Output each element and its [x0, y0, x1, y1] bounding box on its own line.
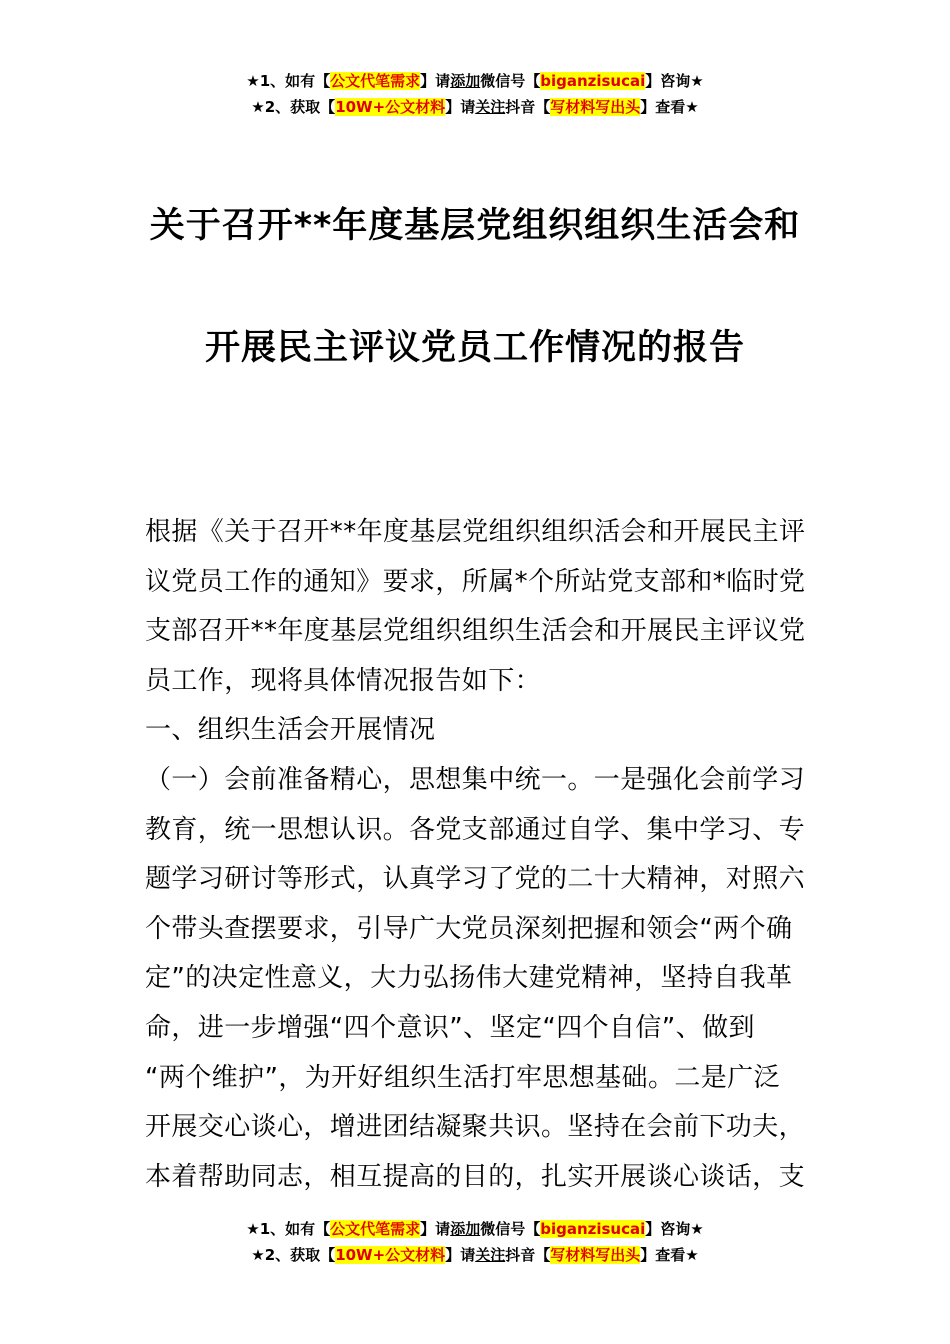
body-line: 教育，统一思想认识。各党支部通过自学、集中学习、专	[145, 814, 806, 845]
banner-text: 】请	[445, 98, 476, 116]
banner-text: 抖音【	[505, 1246, 551, 1264]
banner-underline: 添加	[450, 72, 481, 90]
banner-line-2	[0, 1242, 950, 1268]
banner-text: ★1、如有【	[246, 1220, 331, 1238]
document-title-line-2: 开展民主评议党员工作情况的报告	[204, 328, 745, 368]
banner-text: 】请	[420, 72, 451, 90]
body-line: 员工作，现将具体情况报告如下：	[145, 665, 542, 696]
banner-text: 】查看★	[640, 1246, 699, 1264]
document-title-line-1: 关于召开**年度基层党组织组织生活会和	[149, 206, 801, 246]
banner-line-1	[0, 68, 950, 94]
banner-text: 抖音【	[505, 98, 551, 116]
banner-text: 】查看★	[640, 98, 699, 116]
banner-text: 】请	[445, 1246, 476, 1264]
body-line: 个带头查摆要求，引导广大党员深刻把握和领会“两个确	[145, 913, 793, 944]
banner-underline: 添加	[450, 1220, 481, 1238]
banner-highlight: 写材料写出头	[550, 98, 641, 116]
banner-highlight: 10W+公文材料	[335, 98, 446, 116]
section-heading: 一、组织生活会开展情况	[145, 715, 436, 746]
banner-highlight: biganzisucai	[540, 1220, 646, 1238]
header-banner	[0, 68, 950, 120]
body-line: 题学习研讨等形式，认真学习了党的二十大精神，对照六	[145, 864, 806, 895]
banner-line-1	[0, 1216, 950, 1242]
body-line: 根据《关于召开**年度基层党组织组织活会和开展民主评	[145, 517, 806, 547]
banner-text: ★1、如有【	[246, 72, 331, 90]
body-line: 开展交心谈心，增进团结凝聚共识。坚持在会前下功夫，	[145, 1112, 806, 1143]
body-line: 命，进一步增强“四个意识”、坚定“四个自信”、做到	[145, 1012, 755, 1043]
footer-banner	[0, 1216, 950, 1268]
banner-highlight: 公文代笔需求	[330, 1220, 421, 1238]
banner-text: 微信号【	[480, 1220, 541, 1238]
body-line: 本着帮助同志，相互提高的目的，扎实开展谈心谈话，支	[145, 1161, 806, 1192]
body-line: 定”的决定性意义，大力弘扬伟大建党精神，坚持自我革	[145, 963, 793, 994]
body-line: （一）会前准备精心，思想集中统一。一是强化会前学习	[145, 764, 806, 795]
banner-line-2	[0, 94, 950, 120]
banner-text: 】咨询★	[645, 1220, 704, 1238]
document-body	[145, 508, 813, 1202]
banner-highlight: biganzisucai	[540, 72, 646, 90]
banner-highlight: 公文代笔需求	[330, 72, 421, 90]
banner-text: 微信号【	[480, 72, 541, 90]
body-line: 支部召开**年度基层党组织组织生活会和开展民主评议党	[145, 616, 806, 647]
banner-text: 】咨询★	[645, 72, 704, 90]
banner-text: 】请	[420, 1220, 451, 1238]
banner-text: ★2、获取【	[251, 1246, 336, 1264]
banner-underline: 关注	[475, 98, 506, 116]
body-line: 议党员工作的通知》要求，所属*个所站党支部和*临时党	[145, 566, 806, 597]
banner-highlight: 写材料写出头	[550, 1246, 641, 1264]
banner-text: ★2、获取【	[251, 98, 336, 116]
banner-highlight: 10W+公文材料	[335, 1246, 446, 1264]
banner-underline: 关注	[475, 1246, 506, 1264]
body-line: “两个维护”，为开好组织生活打牢思想基础。二是广泛	[145, 1062, 780, 1093]
